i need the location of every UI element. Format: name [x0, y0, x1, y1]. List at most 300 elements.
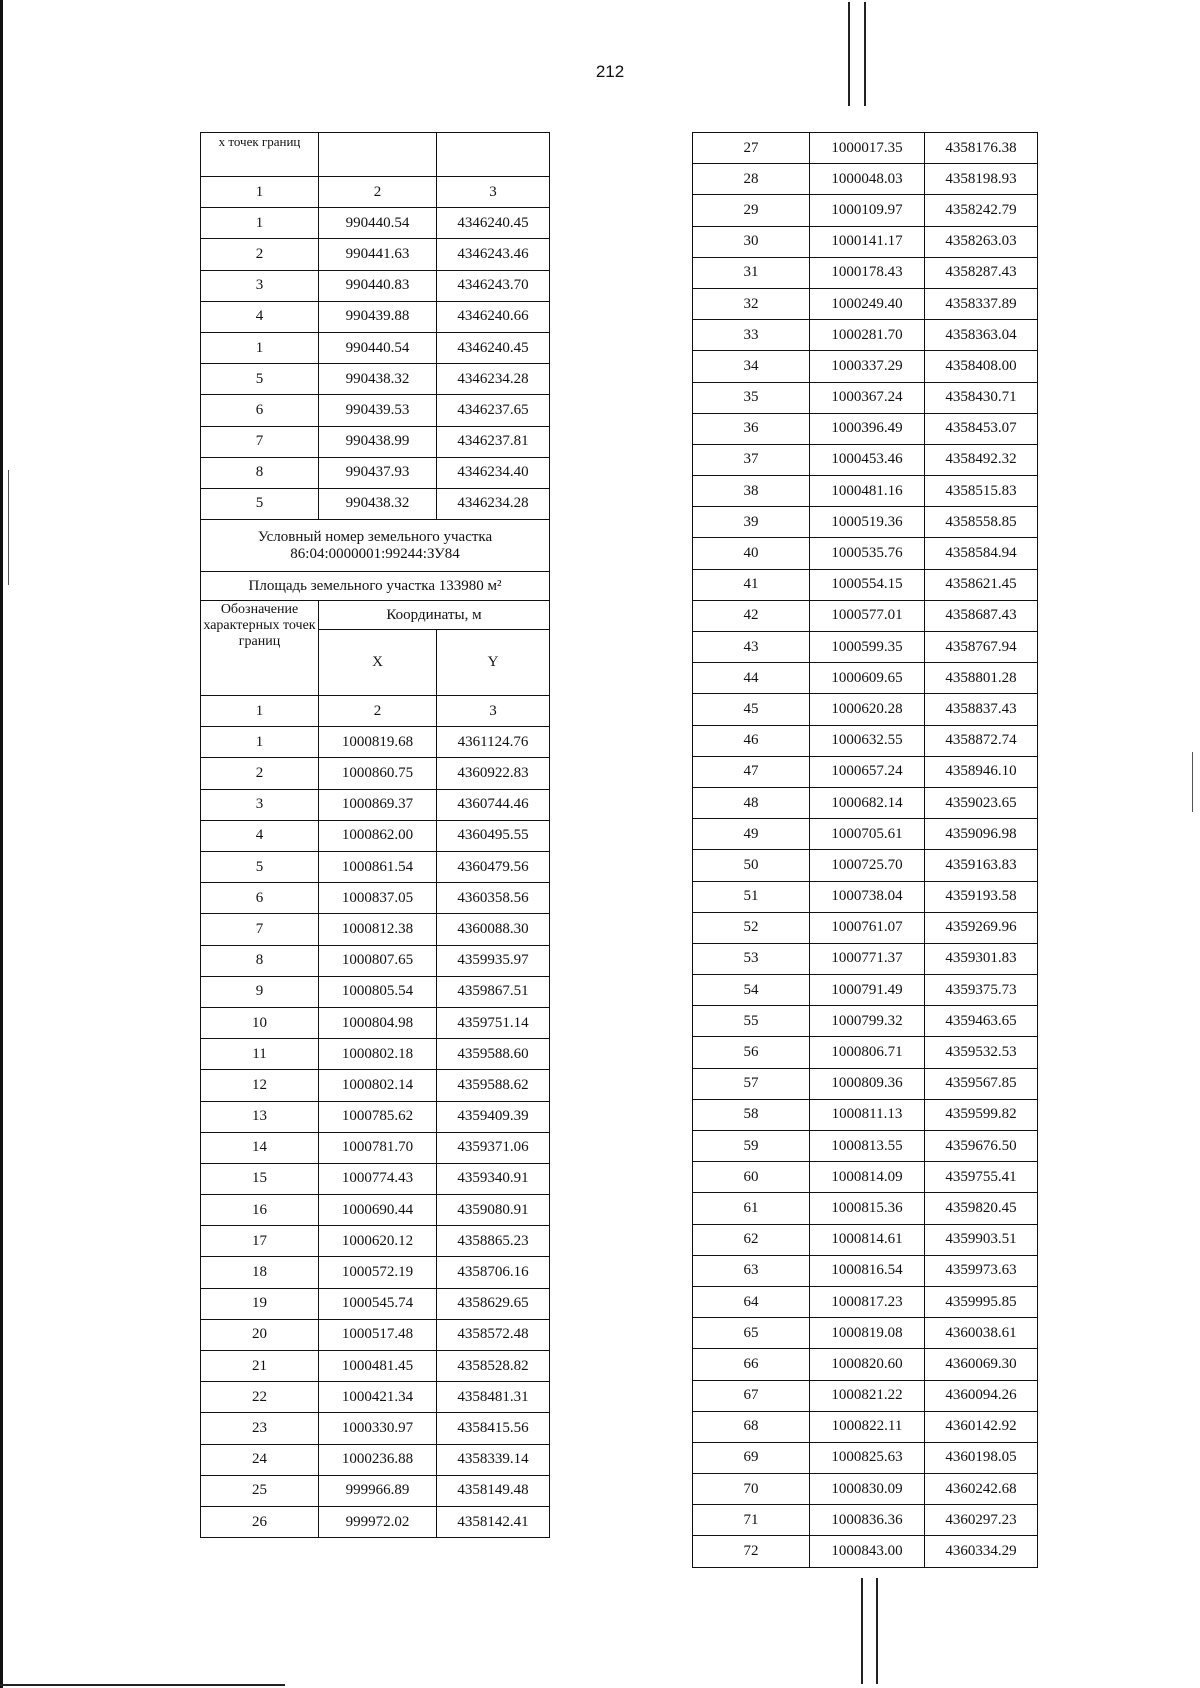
point-number-cell: 6: [201, 395, 319, 426]
table-row: [693, 663, 1038, 694]
point-number-cell: 72: [693, 1536, 810, 1567]
x-coordinate-cell: 1000519.36: [810, 507, 925, 538]
x-coordinate-cell: 1000017.35: [810, 133, 925, 164]
y-coordinate-cell: 4359269.96: [925, 912, 1038, 943]
x-coordinate-cell: 1000535.76: [810, 538, 925, 569]
point-number-cell: 32: [693, 288, 810, 319]
table-row: [201, 820, 550, 851]
x-coordinate-cell: 1000690.44: [319, 1195, 437, 1226]
point-number-cell: 25: [201, 1475, 319, 1506]
table-row: [201, 1039, 550, 1070]
x-coordinate-cell: 1000843.00: [810, 1536, 925, 1567]
table-row: [693, 1442, 1038, 1473]
scan-line: [8, 470, 9, 585]
y-coordinate-cell: 4360297.23: [925, 1505, 1038, 1536]
y-coordinate-cell: 4359340.91: [437, 1163, 550, 1194]
table-row: [693, 444, 1038, 475]
point-number-cell: 62: [693, 1224, 810, 1255]
point-number-cell: 43: [693, 632, 810, 663]
table-row: [693, 1536, 1038, 1567]
y-coordinate-cell: 4346234.40: [437, 457, 550, 488]
point-number-cell: 11: [201, 1039, 319, 1070]
point-number-cell: 1: [201, 332, 319, 363]
y-coordinate-cell: 4358629.65: [437, 1288, 550, 1319]
y-coordinate-cell: 4358337.89: [925, 288, 1038, 319]
x-coordinate-cell: 1000330.97: [319, 1413, 437, 1444]
point-number-cell: 3: [201, 789, 319, 820]
x-coordinate-cell: 1000791.49: [810, 975, 925, 1006]
scan-line: [864, 2, 866, 106]
x-coordinate-cell: 1000807.65: [319, 945, 437, 976]
table-row: [201, 1319, 550, 1350]
x-coordinate-cell: 1000774.43: [319, 1163, 437, 1194]
y-coordinate-cell: 4358242.79: [925, 195, 1038, 226]
point-number-cell: 2: [201, 758, 319, 789]
y-coordinate-cell: 4359751.14: [437, 1007, 550, 1038]
column-number-row: [201, 696, 550, 727]
table-row: [693, 1255, 1038, 1286]
table-row: [693, 507, 1038, 538]
table-row: [201, 1070, 550, 1101]
point-number-cell: 50: [693, 850, 810, 881]
point-number-cell: 13: [201, 1101, 319, 1132]
point-number-cell: 18: [201, 1257, 319, 1288]
x-coordinate-cell: 1000738.04: [810, 881, 925, 912]
x-coordinate-cell: 1000781.70: [319, 1132, 437, 1163]
point-number-cell: 22: [201, 1382, 319, 1413]
x-coordinate-cell: 990439.53: [319, 395, 437, 426]
table-row: [201, 1351, 550, 1382]
x-coordinate-cell: 1000761.07: [810, 912, 925, 943]
x-coordinate-cell: 1000453.46: [810, 444, 925, 475]
designation-header-continued: х точек границ: [201, 133, 319, 177]
table-row: [201, 457, 550, 488]
y-coordinate-cell: 4346234.28: [437, 364, 550, 395]
table-row: [201, 1506, 550, 1537]
parcel-number: 86:04:0000001:99244:ЗУ84: [290, 545, 460, 562]
point-number-cell: 15: [201, 1163, 319, 1194]
y-coordinate-cell: 4359995.85: [925, 1286, 1038, 1317]
y-coordinate-cell: 4359409.39: [437, 1101, 550, 1132]
x-coordinate-cell: 1000609.65: [810, 663, 925, 694]
point-number-cell: 36: [693, 413, 810, 444]
x-coordinate-cell: 1000819.08: [810, 1318, 925, 1349]
table-row: [693, 725, 1038, 756]
y-coordinate-cell: 4358801.28: [925, 663, 1038, 694]
x-coordinate-cell: 1000725.70: [810, 850, 925, 881]
y-coordinate-cell: 4358198.93: [925, 164, 1038, 195]
x-coordinate-cell: 990440.83: [319, 270, 437, 301]
table-row: [693, 1505, 1038, 1536]
point-number-cell: 56: [693, 1037, 810, 1068]
y-coordinate-cell: 4358176.38: [925, 133, 1038, 164]
x-coordinate-cell: 1000620.12: [319, 1226, 437, 1257]
column-number-cell: 2: [319, 177, 437, 208]
point-number-cell: 70: [693, 1474, 810, 1505]
y-coordinate-cell: 4358558.85: [925, 507, 1038, 538]
point-number-cell: 4: [201, 820, 319, 851]
y-coordinate-cell: 4359903.51: [925, 1224, 1038, 1255]
table-row: [693, 1474, 1038, 1505]
table-row: [693, 1162, 1038, 1193]
y-coordinate-cell: 4358872.74: [925, 725, 1038, 756]
point-number-cell: 12: [201, 1070, 319, 1101]
point-number-cell: 8: [201, 945, 319, 976]
y-coordinate-cell: 4360198.05: [925, 1442, 1038, 1473]
column-number-cell: 2: [319, 696, 437, 727]
y-coordinate-cell: 4358408.00: [925, 351, 1038, 382]
table-row: [693, 912, 1038, 943]
parcel-number-row: [201, 520, 550, 572]
table-row: [693, 257, 1038, 288]
point-number-cell: 54: [693, 975, 810, 1006]
x-coordinate-cell: 1000809.36: [810, 1068, 925, 1099]
x-coordinate-cell: 990438.32: [319, 364, 437, 395]
coordinates-header: Координаты, м: [319, 601, 550, 630]
table-row: [693, 1318, 1038, 1349]
x-coordinate-cell: 1000812.38: [319, 914, 437, 945]
x-coordinate-cell: 1000802.18: [319, 1039, 437, 1070]
table-row: [201, 332, 550, 363]
y-coordinate-cell: 4359532.53: [925, 1037, 1038, 1068]
x-coordinate-cell: 1000572.19: [319, 1257, 437, 1288]
x-coordinate-cell: 1000705.61: [810, 819, 925, 850]
point-number-cell: 38: [693, 476, 810, 507]
x-coordinate-cell: 1000813.55: [810, 1131, 925, 1162]
point-number-cell: 35: [693, 382, 810, 413]
table-row: [693, 164, 1038, 195]
point-number-cell: 53: [693, 943, 810, 974]
y-coordinate-cell: 4360142.92: [925, 1411, 1038, 1442]
point-number-cell: 42: [693, 600, 810, 631]
area-cell: Площадь земельного участка 133980 м²: [201, 572, 550, 601]
point-number-cell: 48: [693, 787, 810, 818]
point-number-cell: 39: [693, 507, 810, 538]
y-coordinate-cell: 4358706.16: [437, 1257, 550, 1288]
point-number-cell: 2: [201, 239, 319, 270]
y-coordinate-cell: 4358481.31: [437, 1382, 550, 1413]
y-coordinate-cell: 4359463.65: [925, 1006, 1038, 1037]
x-coordinate-cell: 1000281.70: [810, 320, 925, 351]
table-row: [693, 1068, 1038, 1099]
x-coordinate-cell: 1000577.01: [810, 600, 925, 631]
y-coordinate-cell: 4358687.43: [925, 600, 1038, 631]
x-coordinate-cell: 1000421.34: [319, 1382, 437, 1413]
y-coordinate-cell: 4359588.60: [437, 1039, 550, 1070]
y-coordinate-cell: 4359867.51: [437, 976, 550, 1007]
y-coordinate-cell: 4358287.43: [925, 257, 1038, 288]
y-coordinate-cell: 4360744.46: [437, 789, 550, 820]
x-coordinate-cell: 990438.99: [319, 426, 437, 457]
y-coordinate-cell: 4359301.83: [925, 943, 1038, 974]
column-number-cell: 1: [201, 177, 319, 208]
table-row: [201, 727, 550, 758]
table-row: [693, 694, 1038, 725]
x-coordinate-cell: 1000860.75: [319, 758, 437, 789]
y-coordinate-cell: 4360038.61: [925, 1318, 1038, 1349]
table-row: [201, 852, 550, 883]
y-coordinate-cell: 4359588.62: [437, 1070, 550, 1101]
x-coordinate-cell: 1000805.54: [319, 976, 437, 1007]
x-coordinate-cell: 990437.93: [319, 457, 437, 488]
x-coordinate-cell: 1000337.29: [810, 351, 925, 382]
point-number-cell: 28: [693, 164, 810, 195]
point-number-cell: 44: [693, 663, 810, 694]
point-number-cell: 71: [693, 1505, 810, 1536]
point-number-cell: 41: [693, 569, 810, 600]
point-number-cell: 29: [693, 195, 810, 226]
y-coordinate-cell: 4359371.06: [437, 1132, 550, 1163]
y-coordinate-cell: 4346234.28: [437, 488, 550, 519]
table-row: [693, 787, 1038, 818]
table-row: [693, 850, 1038, 881]
y-coordinate-cell: 4358865.23: [437, 1226, 550, 1257]
column-number-cell: 3: [437, 696, 550, 727]
x-coordinate-cell: 1000837.05: [319, 883, 437, 914]
point-number-cell: 20: [201, 1319, 319, 1350]
x-coordinate-cell: 1000816.54: [810, 1255, 925, 1286]
y-coordinate-cell: 4346243.70: [437, 270, 550, 301]
empty-header-cell: [437, 133, 550, 177]
table-row: [201, 239, 550, 270]
continued-header-row: [201, 133, 550, 177]
x-coordinate-cell: 1000814.09: [810, 1162, 925, 1193]
x-coordinate-cell: 1000817.23: [810, 1286, 925, 1317]
point-number-cell: 49: [693, 819, 810, 850]
point-number-cell: 5: [201, 852, 319, 883]
point-number-cell: 19: [201, 1288, 319, 1319]
area-row: [201, 572, 550, 601]
point-number-cell: 14: [201, 1132, 319, 1163]
table-row: [693, 1006, 1038, 1037]
x-coordinate-cell: 1000599.35: [810, 632, 925, 663]
y-coordinate-cell: 4358584.94: [925, 538, 1038, 569]
x-coordinate-cell: 1000836.36: [810, 1505, 925, 1536]
table-row: [693, 538, 1038, 569]
point-number-cell: 5: [201, 364, 319, 395]
y-coordinate-cell: 4359820.45: [925, 1193, 1038, 1224]
y-coordinate-cell: 4359755.41: [925, 1162, 1038, 1193]
x-coordinate-cell: 1000861.54: [319, 852, 437, 883]
page-number: 212: [595, 62, 625, 81]
table-row: [201, 1007, 550, 1038]
y-coordinate-cell: 4360088.30: [437, 914, 550, 945]
x-coordinate-cell: 1000141.17: [810, 226, 925, 257]
y-coordinate-cell: 4360242.68: [925, 1474, 1038, 1505]
x-coordinate-cell: 1000545.74: [319, 1288, 437, 1319]
table-row: [693, 1131, 1038, 1162]
table-row: [201, 976, 550, 1007]
designation-header: Обозначение характерных точек границ: [201, 601, 319, 696]
x-coordinate-cell: 1000249.40: [810, 288, 925, 319]
x-coordinate-cell: 1000481.16: [810, 476, 925, 507]
y-coordinate-cell: 4358142.41: [437, 1506, 550, 1537]
y-coordinate-cell: 4358430.71: [925, 382, 1038, 413]
table-row: [693, 756, 1038, 787]
point-number-cell: 59: [693, 1131, 810, 1162]
y-coordinate-cell: 4359096.98: [925, 819, 1038, 850]
x-coordinate-cell: 1000785.62: [319, 1101, 437, 1132]
y-coordinate-cell: 4358263.03: [925, 226, 1038, 257]
x-coordinate-cell: 1000481.45: [319, 1351, 437, 1382]
table-row: [201, 883, 550, 914]
x-coordinate-cell: 1000620.28: [810, 694, 925, 725]
point-number-cell: 69: [693, 1442, 810, 1473]
scan-edge-bottom: [0, 1684, 285, 1686]
table-row: [693, 382, 1038, 413]
table-row: [693, 1286, 1038, 1317]
scan-line: [876, 1578, 878, 1684]
x-coordinate-cell: 1000236.88: [319, 1444, 437, 1475]
scan-line: [1192, 752, 1193, 812]
x-coordinate-cell: 1000178.43: [810, 257, 925, 288]
y-coordinate-cell: 4359023.65: [925, 787, 1038, 818]
table-row: [201, 395, 550, 426]
y-coordinate-cell: 4359567.85: [925, 1068, 1038, 1099]
point-number-cell: 66: [693, 1349, 810, 1380]
x-coordinate-cell: 1000682.14: [810, 787, 925, 818]
point-number-cell: 4: [201, 301, 319, 332]
y-coordinate-cell: 4359193.58: [925, 881, 1038, 912]
x-coordinate-cell: 1000806.71: [810, 1037, 925, 1068]
y-coordinate-cell: 4361124.76: [437, 727, 550, 758]
x-coordinate-cell: 1000869.37: [319, 789, 437, 820]
table-row: [693, 1380, 1038, 1411]
point-number-cell: 7: [201, 426, 319, 457]
scan-line: [861, 1578, 863, 1684]
x-coordinate-cell: 1000048.03: [810, 164, 925, 195]
x-coordinate-cell: 1000109.97: [810, 195, 925, 226]
x-coordinate-cell: 999972.02: [319, 1506, 437, 1537]
table-row: [201, 1382, 550, 1413]
x-coordinate-cell: 990439.88: [319, 301, 437, 332]
point-number-cell: 33: [693, 320, 810, 351]
y-coordinate-cell: 4358363.04: [925, 320, 1038, 351]
x-coordinate-cell: 1000802.14: [319, 1070, 437, 1101]
x-coordinate-cell: 1000632.55: [810, 725, 925, 756]
table-row: [201, 208, 550, 239]
table-row: [201, 1413, 550, 1444]
table-row: [693, 881, 1038, 912]
y-coordinate-cell: 4358572.48: [437, 1319, 550, 1350]
y-coordinate-cell: 4359375.73: [925, 975, 1038, 1006]
table-row: [201, 1288, 550, 1319]
point-number-cell: 60: [693, 1162, 810, 1193]
y-coordinate-cell: 4358415.56: [437, 1413, 550, 1444]
y-header: Y: [437, 630, 550, 696]
point-number-cell: 61: [693, 1193, 810, 1224]
point-number-cell: 7: [201, 914, 319, 945]
x-header: X: [319, 630, 437, 696]
x-coordinate-cell: 1000804.98: [319, 1007, 437, 1038]
y-coordinate-cell: 4360479.56: [437, 852, 550, 883]
table-row: [201, 1132, 550, 1163]
point-number-cell: 17: [201, 1226, 319, 1257]
x-coordinate-cell: 990441.63: [319, 239, 437, 270]
table-row: [693, 288, 1038, 319]
scan-edge-left: [0, 0, 3, 1688]
point-number-cell: 57: [693, 1068, 810, 1099]
x-coordinate-cell: 1000862.00: [319, 820, 437, 851]
y-coordinate-cell: 4358946.10: [925, 756, 1038, 787]
y-coordinate-cell: 4358528.82: [437, 1351, 550, 1382]
table-row: [693, 476, 1038, 507]
x-coordinate-cell: 1000367.24: [810, 382, 925, 413]
y-coordinate-cell: 4346240.45: [437, 208, 550, 239]
table-row: [201, 1475, 550, 1506]
point-number-cell: 3: [201, 270, 319, 301]
x-coordinate-cell: 1000554.15: [810, 569, 925, 600]
y-coordinate-cell: 4360069.30: [925, 1349, 1038, 1380]
table-row: [693, 569, 1038, 600]
y-coordinate-cell: 4358453.07: [925, 413, 1038, 444]
y-coordinate-cell: 4358767.94: [925, 632, 1038, 663]
y-coordinate-cell: 4360334.29: [925, 1536, 1038, 1567]
table-row: [693, 1349, 1038, 1380]
table-row: [201, 301, 550, 332]
x-coordinate-cell: 990440.54: [319, 208, 437, 239]
point-number-cell: 10: [201, 1007, 319, 1038]
table-row: [201, 1444, 550, 1475]
point-number-cell: 6: [201, 883, 319, 914]
y-coordinate-cell: 4359676.50: [925, 1131, 1038, 1162]
point-number-cell: 45: [693, 694, 810, 725]
point-number-cell: 46: [693, 725, 810, 756]
empty-header-cell: [319, 133, 437, 177]
point-number-cell: 1: [201, 727, 319, 758]
point-number-cell: 30: [693, 226, 810, 257]
table-row: [693, 943, 1038, 974]
x-coordinate-cell: 990438.32: [319, 488, 437, 519]
y-coordinate-cell: 4346240.66: [437, 301, 550, 332]
y-coordinate-cell: 4359163.83: [925, 850, 1038, 881]
y-coordinate-cell: 4360922.83: [437, 758, 550, 789]
table-row: [693, 1193, 1038, 1224]
point-number-cell: 67: [693, 1380, 810, 1411]
point-number-cell: 51: [693, 881, 810, 912]
point-number-cell: 31: [693, 257, 810, 288]
table-row: [693, 195, 1038, 226]
x-coordinate-cell: 1000771.37: [810, 943, 925, 974]
y-coordinate-cell: 4358837.43: [925, 694, 1038, 725]
x-coordinate-cell: 1000830.09: [810, 1474, 925, 1505]
table-row: [201, 1257, 550, 1288]
table-row: [693, 1099, 1038, 1130]
point-number-cell: 34: [693, 351, 810, 382]
point-number-cell: 68: [693, 1411, 810, 1442]
x-coordinate-cell: 1000815.36: [810, 1193, 925, 1224]
point-number-cell: 52: [693, 912, 810, 943]
table-row: [693, 413, 1038, 444]
point-number-cell: 63: [693, 1255, 810, 1286]
x-coordinate-cell: 1000657.24: [810, 756, 925, 787]
x-coordinate-cell: 1000814.61: [810, 1224, 925, 1255]
y-coordinate-cell: 4359599.82: [925, 1099, 1038, 1130]
y-coordinate-cell: 4359080.91: [437, 1195, 550, 1226]
table-row: [201, 945, 550, 976]
table-row: [693, 819, 1038, 850]
x-coordinate-cell: 1000820.60: [810, 1349, 925, 1380]
left-coordinates-table: [200, 132, 550, 1538]
table-row: [201, 364, 550, 395]
y-coordinate-cell: 4358515.83: [925, 476, 1038, 507]
point-number-cell: 1: [201, 208, 319, 239]
y-coordinate-cell: 4346237.65: [437, 395, 550, 426]
point-number-cell: 40: [693, 538, 810, 569]
x-coordinate-cell: 1000811.13: [810, 1099, 925, 1130]
y-coordinate-cell: 4360495.55: [437, 820, 550, 851]
point-number-cell: 5: [201, 488, 319, 519]
